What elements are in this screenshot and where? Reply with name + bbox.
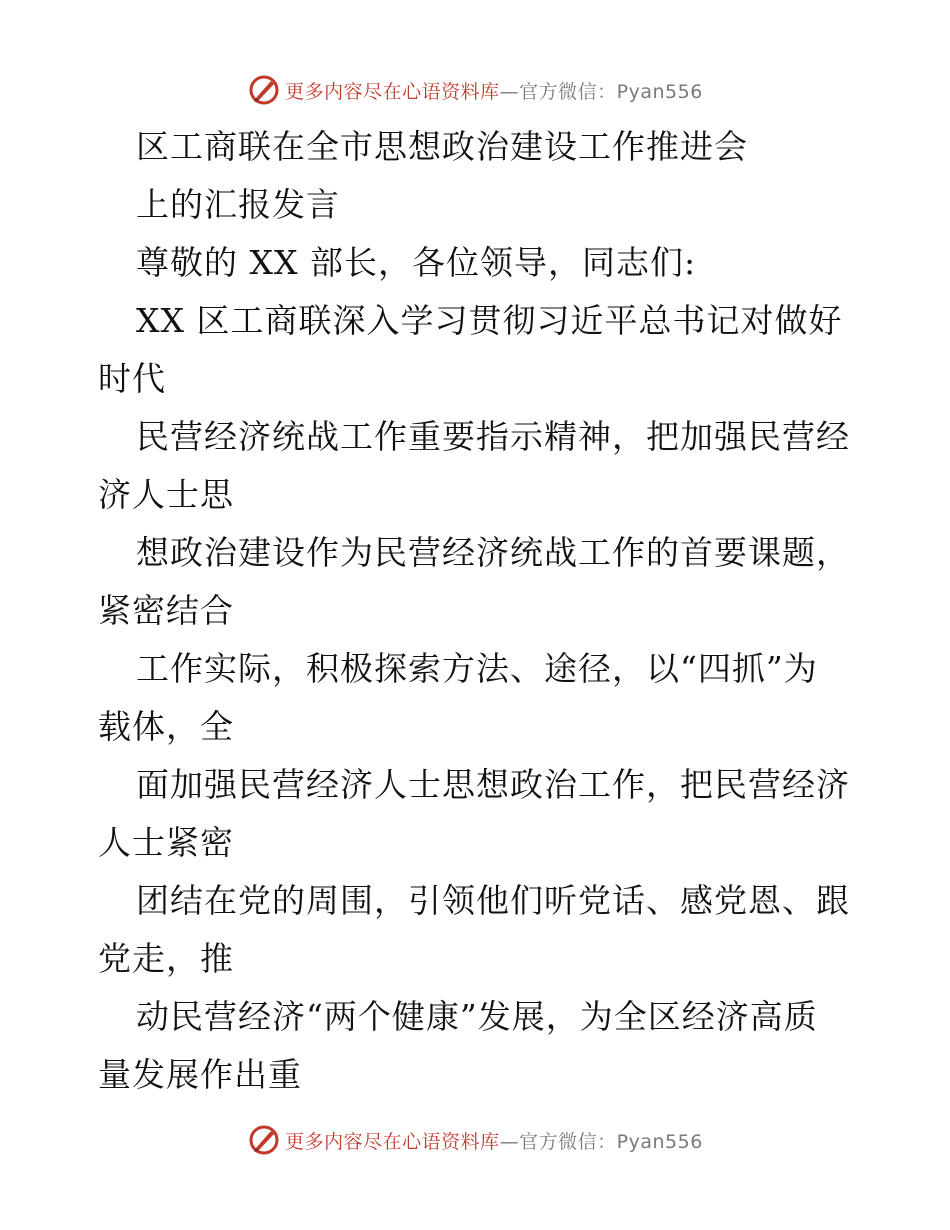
paragraph-line: 紧密结合 [98,591,234,630]
watermark-main-text: 更多内容尽在心语资料库 [285,1130,500,1153]
quill-pen-circle-icon [247,1123,281,1157]
title-line-2: 上的汇报发言 [136,185,340,224]
header-watermark [0,70,950,110]
paragraph-line: 民营经济统战工作重要指示精神，把加强民营经 [136,417,850,456]
quill-pen-circle-icon [247,73,281,107]
title-line-1: 区工商联在全市思想政治建设工作推进会 [136,127,748,166]
watermark-dash: — [499,80,520,103]
watermark-main-text: 更多内容尽在心语资料库 [285,80,500,103]
paragraph-line: 党走，推 [98,939,234,978]
paragraph-line: 时代 [98,359,166,398]
paragraph-line: 工作实际，积极探索方法、途径，以“四抓”为 [136,649,818,688]
watermark-dash: — [499,1130,520,1153]
footer-watermark [0,1120,950,1160]
paragraph-line: 量发展作出重 [98,1055,302,1094]
document-body [98,118,858,1104]
paragraph-line: XX 区工商联深入学习贯彻习近平总书记对做好 [136,301,843,340]
watermark-secondary-text: 官方微信：Pyan556 [519,80,703,103]
paragraph-line: 载体，全 [98,707,234,746]
paragraph-line: 济人士思 [98,475,234,514]
paragraph-line: 人士紧密 [98,823,234,862]
paragraph-line: 想政治建设作为民营经济统战工作的首要课题， [136,533,850,572]
paragraph-line: 动民营经济“两个健康”发展，为全区经济高质 [136,997,818,1036]
paragraph-line: 面加强民营经济人士思想政治工作，把民营经济 [136,765,850,804]
paragraph-line: 团结在党的周围，引领他们听党话、感党恩、跟 [136,881,850,920]
watermark-secondary-text: 官方微信：Pyan556 [519,1130,703,1153]
salutation-line: 尊敬的 XX 部长，各位领导，同志们: [136,243,697,282]
watermark-text [285,1127,703,1154]
watermark-text [285,77,703,104]
